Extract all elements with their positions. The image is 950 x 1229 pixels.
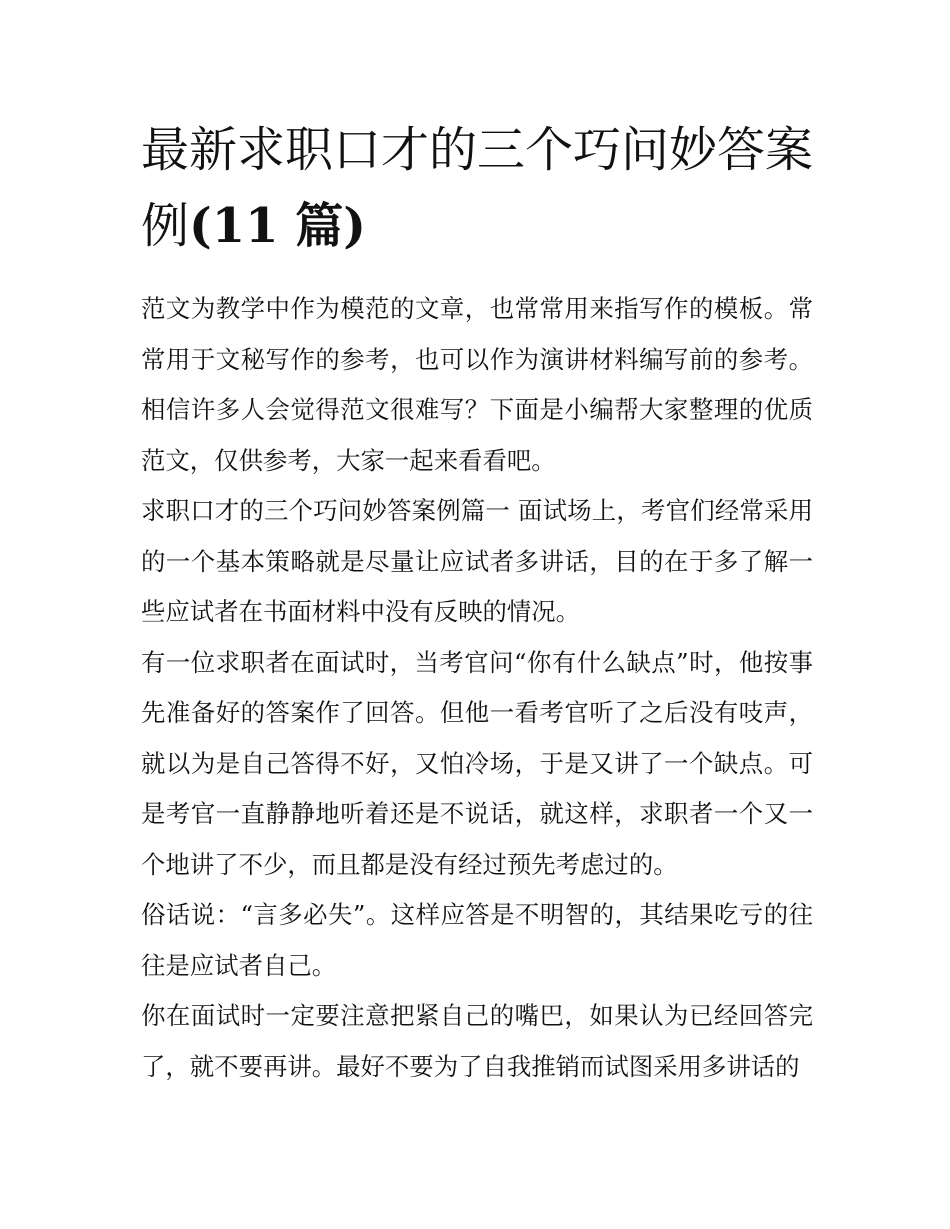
document-content — [141, 112, 813, 1092]
title-main-text: 最新求职口才的三个巧问妙答案例 — [141, 122, 814, 254]
example-paragraph: 有一位求职者在面试时，当考官问“你有什么缺点”时，他按事先准备好的答案作了回答。但他一看考官听了之后没有吱声，就以为是自己答得不好，又怕冷场，于是又讲了一个缺点。可是考官一直静静地听着还是不说话，就这样，求职者一个又一个地讲了不少，而且都是没有经过预先考虑过的。 — [141, 647, 813, 879]
section-one-paragraph: 求职口才的三个巧问妙答案例篇一 面试场上，考官们经常采用的一个基本策略就是尽量让应试者多讲话，目的在于多了解一些应试者在书面材料中没有反映的情况。 — [141, 496, 813, 626]
title-count-text: (11 篇) — [189, 198, 366, 254]
advice-paragraph: 你在面试时一定要注意把紧自己的嘴巴，如果认为已经回答完了，就不要再讲。最好不要为了自我推销而试图采用多讲话的 — [141, 1001, 813, 1081]
document-title — [141, 112, 813, 264]
intro-paragraph: 范文为教学中作为模范的文章，也常常用来指写作的模板。常常用于文秘写作的参考，也可以作为演讲材料编写前的参考。相信许多人会觉得范文很难写？下面是小编帮大家整理的优质范文，仅供参考，大家一起来看看吧。 — [141, 294, 813, 475]
document-body — [141, 284, 813, 1092]
proverb-paragraph: 俗话说：“言多必失”。这样应答是不明智的，其结果吃亏的往往是应试者自己。 — [141, 900, 813, 980]
